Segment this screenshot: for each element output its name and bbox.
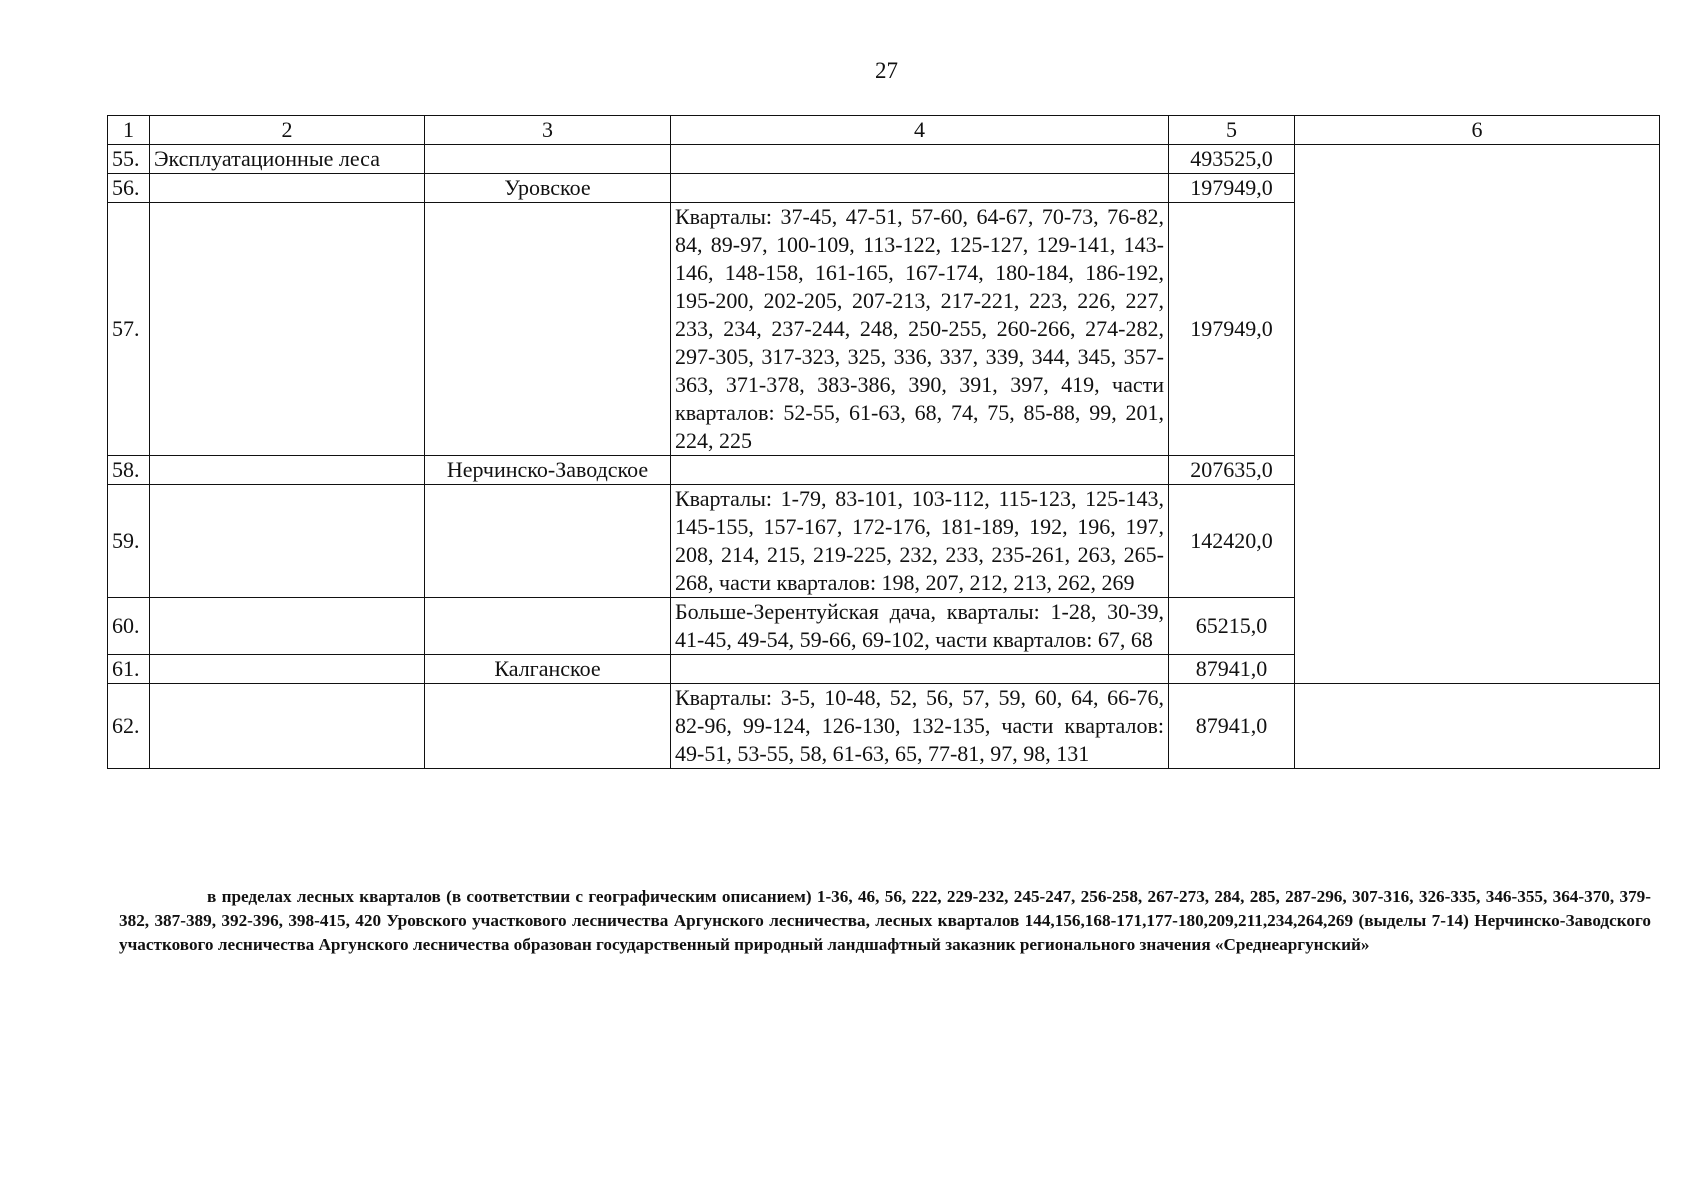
column-header: 3 <box>425 116 671 145</box>
forest-table <box>107 115 1660 769</box>
column-header: 2 <box>150 116 425 145</box>
quarters-description: Кварталы: 3-5, 10-48, 52, 56, 57, 59, 60, 64, 66-76, 82-96, 99-124, 126-130, 132-135, части кварталов: 49-51, 53-55, 58, 61-63, 65, 77-81, 97, 98, 131 <box>671 684 1169 769</box>
district-name <box>425 145 671 174</box>
district-name: Нерчинско-Заводское <box>425 456 671 485</box>
row-number: 55. <box>108 145 150 174</box>
column-header: 6 <box>1295 116 1660 145</box>
column-header: 5 <box>1169 116 1295 145</box>
forest-category <box>150 655 425 684</box>
district-name <box>425 684 671 769</box>
forest-category <box>150 174 425 203</box>
row-number: 62. <box>108 684 150 769</box>
row-number: 58. <box>108 456 150 485</box>
row-number: 61. <box>108 655 150 684</box>
forest-category <box>150 684 425 769</box>
quarters-description <box>671 174 1169 203</box>
district-name: Калганское <box>425 655 671 684</box>
area-value: 197949,0 <box>1169 174 1295 203</box>
quarters-description <box>671 145 1169 174</box>
note-cell <box>1295 145 1660 684</box>
forest-category <box>150 485 425 598</box>
district-name <box>425 485 671 598</box>
area-value: 197949,0 <box>1169 203 1295 456</box>
quarters-description <box>671 655 1169 684</box>
table-row <box>108 684 1660 769</box>
note-cell-empty <box>1295 684 1660 769</box>
area-value: 493525,0 <box>1169 145 1295 174</box>
quarters-description: Кварталы: 37-45, 47-51, 57-60, 64-67, 70-73, 76-82, 84, 89-97, 100-109, 113-122, 125-127, 129-141, 143-146, 148-158, 161-165, 167-174, 180-184, 186-192, 195-200, 202-205, 207-213, 217-221, 223, 226, 227, 233, 234, 237-244, 248, 250-255, 260-266, 274-282, 297-305, 317-323, 325, 336, 337, 339, 344, 345, 357-363, 371-378, 383-386, 390, 391, 397, 419, части кварталов: 52-55, 61-63, 68, 74, 75, 85-88, 99, 201, 224, 225 <box>671 203 1169 456</box>
quarters-description: Больше-Зерентуйская дача, кварталы: 1-28, 30-39, 41-45, 49-54, 59-66, 69-102, части кварталов: 67, 68 <box>671 598 1169 655</box>
column-header: 4 <box>671 116 1169 145</box>
area-value: 65215,0 <box>1169 598 1295 655</box>
forest-category <box>150 203 425 456</box>
table-row <box>108 145 1660 174</box>
forest-category: Эксплуатационные леса <box>150 145 425 174</box>
row-number: 59. <box>108 485 150 598</box>
quarters-description: Кварталы: 1-79, 83-101, 103-112, 115-123, 125-143, 145-155, 157-167, 172-176, 181-189, 192, 196, 197, 208, 214, 215, 219-225, 232, 233, 235-261, 263, 265-268, части кварталов: 198, 207, 212, 213, 262, 269 <box>671 485 1169 598</box>
quarters-description <box>671 456 1169 485</box>
row-number: 60. <box>108 598 150 655</box>
district-name <box>425 203 671 456</box>
area-value: 87941,0 <box>1169 655 1295 684</box>
column-header: 1 <box>108 116 150 145</box>
area-value: 87941,0 <box>1169 684 1295 769</box>
table-header-row <box>108 116 1660 145</box>
page-number: 27 <box>875 58 898 83</box>
area-value: 207635,0 <box>1169 456 1295 485</box>
forest-category <box>150 456 425 485</box>
row-number: 57. <box>108 203 150 456</box>
row-number: 56. <box>108 174 150 203</box>
area-value: 142420,0 <box>1169 485 1295 598</box>
district-name: Уровское <box>425 174 671 203</box>
footnote-paragraph: в пределах лесных кварталов (в соответствии с географическим описанием) 1-36, 46, 56, 222, 229-232, 245-247, 256-258, 267-273, 284, 285, 287-296, 307-316, 326-335, 346-355, 364-370, 379-382, 387-389, 392-396, 398-415, 420 Уровского участкового лесничества Аргунского лесничества, лесных кварталов 144,156,168-171,177-180,209,211,234,264,269 (выделы 7-14) Нерчинско-Заводского участкового лесничества Аргунского лесничества образован государственный природный ландшафтный заказник регионального значения «Среднеаргунский» <box>119 887 1651 955</box>
district-name <box>425 598 671 655</box>
forest-category <box>150 598 425 655</box>
